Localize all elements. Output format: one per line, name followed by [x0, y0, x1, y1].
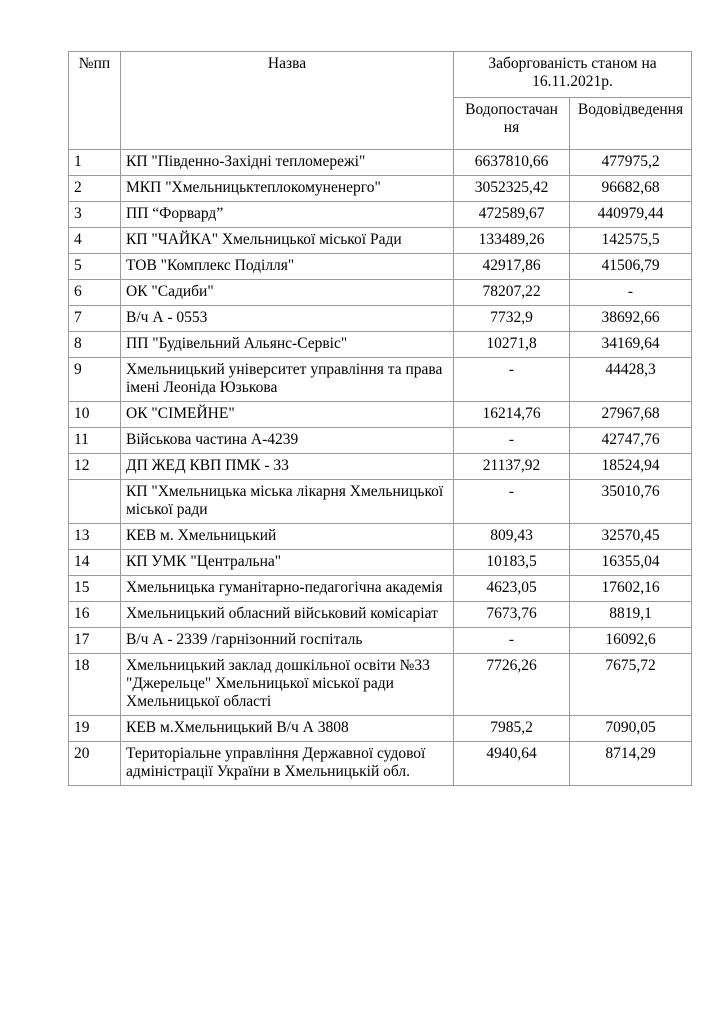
table-body [69, 150, 692, 786]
row-water-supply-debt: 7673,76 [454, 602, 570, 628]
row-sewerage-debt: 42747,76 [570, 428, 692, 454]
row-number: 5 [69, 254, 121, 280]
table-row [69, 550, 692, 576]
row-name: ПП “Форвард” [121, 202, 454, 228]
table-row [69, 402, 692, 428]
table-row [69, 176, 692, 202]
row-water-supply-debt: - [454, 428, 570, 454]
row-name: КЕВ м.Хмельницький В/ч А 3808 [121, 716, 454, 742]
table-row [69, 742, 692, 786]
row-number: 11 [69, 428, 121, 454]
row-name: В/ч А - 2339 /гарнізонний госпіталь [121, 628, 454, 654]
row-name: ТОВ "Комплекс Поділля" [121, 254, 454, 280]
table-row [69, 716, 692, 742]
row-water-supply-debt: - [454, 480, 570, 524]
table-row [69, 480, 692, 524]
row-water-supply-debt: 78207,22 [454, 280, 570, 306]
row-water-supply-debt: 16214,76 [454, 402, 570, 428]
row-name: МКП "Хмельницьктеплокомуненерго" [121, 176, 454, 202]
row-number: 14 [69, 550, 121, 576]
row-number: 12 [69, 454, 121, 480]
row-sewerage-debt: 16355,04 [570, 550, 692, 576]
row-sewerage-debt: 35010,76 [570, 480, 692, 524]
row-sewerage-debt: 41506,79 [570, 254, 692, 280]
row-sewerage-debt: 7090,05 [570, 716, 692, 742]
table-row [69, 654, 692, 716]
row-sewerage-debt: 18524,94 [570, 454, 692, 480]
header-number: №пп [69, 52, 121, 150]
row-name: Хмельницький заклад дошкільної освіти №33 "Джерельце" Хмельницької міської ради Хмельницької області [121, 654, 454, 716]
row-water-supply-debt: 4940,64 [454, 742, 570, 786]
row-number: 16 [69, 602, 121, 628]
table-row [69, 228, 692, 254]
row-number: 9 [69, 358, 121, 402]
row-number: 10 [69, 402, 121, 428]
table-row [69, 358, 692, 402]
row-number: 13 [69, 524, 121, 550]
row-name: В/ч А - 0553 [121, 306, 454, 332]
row-number: 17 [69, 628, 121, 654]
row-number: 6 [69, 280, 121, 306]
row-name: Військова частина А-4239 [121, 428, 454, 454]
row-water-supply-debt: 3052325,42 [454, 176, 570, 202]
table-row [69, 254, 692, 280]
header-name: Назва [121, 52, 454, 150]
row-number: 2 [69, 176, 121, 202]
row-water-supply-debt: 7732,9 [454, 306, 570, 332]
row-name: ПП "Будівельний Альянс-Сервіс" [121, 332, 454, 358]
table-row [69, 576, 692, 602]
row-sewerage-debt: - [570, 280, 692, 306]
row-sewerage-debt: 16092,6 [570, 628, 692, 654]
row-name: Хмельницький університет управління та права імені Леоніда Юзькова [121, 358, 454, 402]
row-sewerage-debt: 8819,1 [570, 602, 692, 628]
row-water-supply-debt: 133489,26 [454, 228, 570, 254]
row-sewerage-debt: 34169,64 [570, 332, 692, 358]
row-sewerage-debt: 7675,72 [570, 654, 692, 716]
row-sewerage-debt: 44428,3 [570, 358, 692, 402]
debt-table [68, 51, 692, 786]
row-name: Хмельницький обласний військовий комісаріат [121, 602, 454, 628]
row-number: 15 [69, 576, 121, 602]
table-row [69, 150, 692, 176]
row-sewerage-debt: 32570,45 [570, 524, 692, 550]
row-number: 8 [69, 332, 121, 358]
row-sewerage-debt: 142575,5 [570, 228, 692, 254]
row-water-supply-debt: 10271,8 [454, 332, 570, 358]
row-water-supply-debt: 7726,26 [454, 654, 570, 716]
row-number: 19 [69, 716, 121, 742]
row-number: 18 [69, 654, 121, 716]
row-sewerage-debt: 17602,16 [570, 576, 692, 602]
row-water-supply-debt: - [454, 358, 570, 402]
row-water-supply-debt: - [454, 628, 570, 654]
row-name: ОК "СІМЕЙНЕ" [121, 402, 454, 428]
row-water-supply-debt: 21137,92 [454, 454, 570, 480]
row-name: КЕВ м. Хмельницький [121, 524, 454, 550]
row-number: 3 [69, 202, 121, 228]
table-row [69, 454, 692, 480]
row-name: КП "Південно-Західні тепломережі" [121, 150, 454, 176]
row-water-supply-debt: 6637810,66 [454, 150, 570, 176]
row-name: КП "ЧАЙКА" Хмельницької міської Ради [121, 228, 454, 254]
row-name: Територіальне управління Державної судової адміністрації України в Хмельницькій обл. [121, 742, 454, 786]
row-name: КП УМК "Центральна" [121, 550, 454, 576]
table-row [69, 524, 692, 550]
row-number: 7 [69, 306, 121, 332]
header-sewerage: Водовідведення [570, 98, 692, 150]
row-water-supply-debt: 809,43 [454, 524, 570, 550]
row-sewerage-debt: 477975,2 [570, 150, 692, 176]
table-row [69, 306, 692, 332]
row-sewerage-debt: 27967,68 [570, 402, 692, 428]
row-number: 4 [69, 228, 121, 254]
table-header [69, 52, 692, 150]
row-water-supply-debt: 42917,86 [454, 254, 570, 280]
row-name: ОК "Садиби" [121, 280, 454, 306]
row-number: 1 [69, 150, 121, 176]
table-row [69, 602, 692, 628]
header-debt-as-of: Заборгованість станом на 16.11.2021р. [454, 52, 692, 98]
table-row [69, 332, 692, 358]
row-sewerage-debt: 96682,68 [570, 176, 692, 202]
row-sewerage-debt: 8714,29 [570, 742, 692, 786]
row-name: Хмельницька гуманітарно-педагогічна академія [121, 576, 454, 602]
row-sewerage-debt: 38692,66 [570, 306, 692, 332]
table-row [69, 428, 692, 454]
table-row [69, 280, 692, 306]
row-name: КП "Хмельницька міська лікарня Хмельницької міської ради [121, 480, 454, 524]
row-number: 20 [69, 742, 121, 786]
table-row [69, 628, 692, 654]
row-water-supply-debt: 472589,67 [454, 202, 570, 228]
table-row [69, 202, 692, 228]
header-water-supply: Водопостачан ня [454, 98, 570, 150]
row-number [69, 480, 121, 524]
row-sewerage-debt: 440979,44 [570, 202, 692, 228]
row-water-supply-debt: 10183,5 [454, 550, 570, 576]
row-name: ДП ЖЕД КВП ПМК - 33 [121, 454, 454, 480]
row-water-supply-debt: 7985,2 [454, 716, 570, 742]
row-water-supply-debt: 4623,05 [454, 576, 570, 602]
